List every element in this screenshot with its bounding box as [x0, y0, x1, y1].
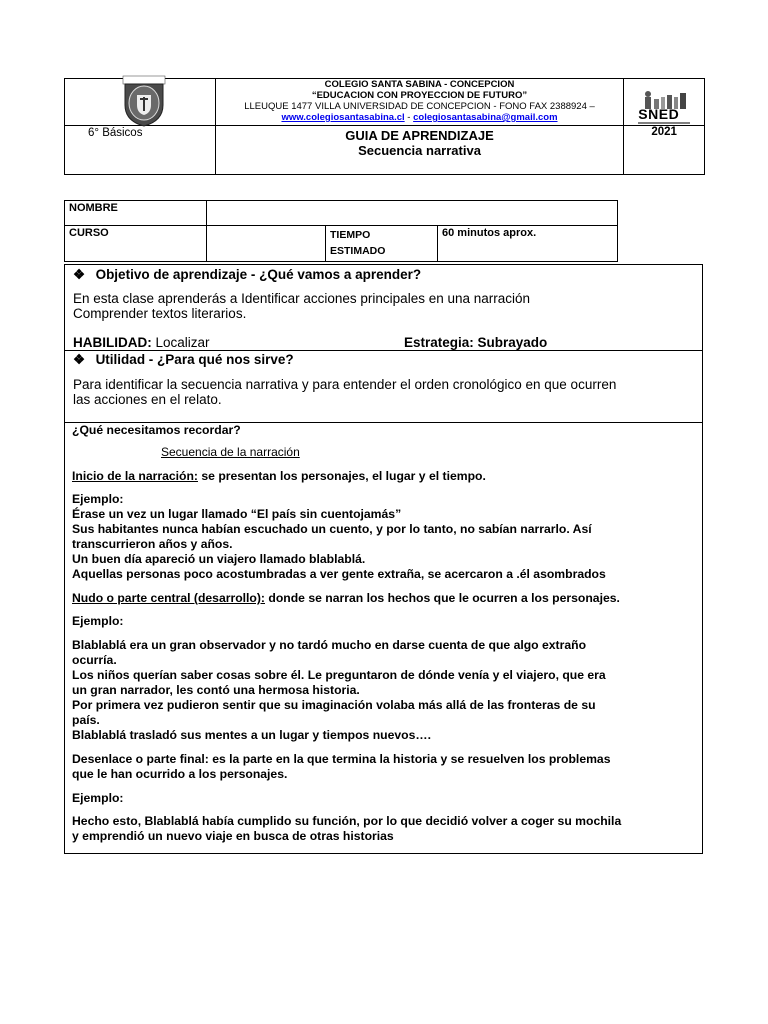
- ejemplo3-line: Hecho esto, Blablablá había cumplido su función, por lo que decidió volver a coger su mochila: [72, 814, 622, 828]
- ejemplo2-line: Por primera vez pudieron sentir que su imaginación volaba más allá de las fronteras de su: [72, 698, 596, 712]
- ejemplo2-line: Los niños querían saber cosas sobre él. Le preguntaron de dónde venía y el viajero, que era: [72, 668, 606, 682]
- utilidad-line-2: las acciones en el relato.: [73, 392, 222, 407]
- school-address: LLEUQUE 1477 VILLA UNIVERSIDAD DE CONCEPCION - FONO FAX 2388924 –: [244, 101, 595, 112]
- sned-logo-text: SNED: [638, 106, 680, 122]
- tiempo-value: 60 minutos aprox.: [438, 226, 618, 262]
- nudo-line: [72, 591, 620, 606]
- contact-line: [216, 112, 624, 123]
- ejemplo1-label: Ejemplo:: [72, 492, 124, 506]
- desenlace-line: Desenlace o parte final: es la parte en la que termina la historia y se resuelven los problemas: [72, 752, 611, 766]
- objetivo-line-2: Comprender textos literarios.: [73, 306, 247, 321]
- school-info-cell: [215, 79, 624, 126]
- ejemplo3-line: y emprendió un nuevo viaje en busca de otras historias: [72, 829, 394, 843]
- email-link[interactable]: colegiosantasabina@gmail.com: [413, 112, 558, 123]
- ejemplo2-line: país.: [72, 713, 100, 727]
- habilidad-label: HABILIDAD:: [73, 335, 152, 350]
- diamond-bullet-icon: ❖: [73, 352, 86, 367]
- utilidad-section: [64, 350, 703, 423]
- guide-subtitle: Secuencia narrativa: [358, 143, 481, 158]
- inicio-label: Inicio de la narración:: [72, 469, 198, 483]
- tiempo-label: [326, 226, 438, 262]
- ejemplo2-label: Ejemplo:: [72, 614, 124, 628]
- ejemplo1-line: Un buen día apareció un viajero llamado blablablá.: [72, 552, 366, 566]
- header-table: [64, 78, 705, 175]
- ejemplo2-line: ocurría.: [72, 653, 117, 667]
- habilidad-value: Localizar: [151, 335, 210, 350]
- ejemplo1-line: Érase un vez un lugar llamado “El país sin cuentojamás”: [72, 507, 402, 521]
- objetivo-title: Objetivo de aprendizaje - ¿Qué vamos a aprender?: [95, 267, 422, 282]
- guide-title: GUIA DE APRENDIZAJE: [345, 128, 494, 143]
- nudo-label: Nudo o parte central (desarrollo):: [72, 591, 265, 605]
- utilidad-line-1: Para identificar la secuencia narrativa y para entender el orden cronológico en que ocurren: [73, 377, 617, 392]
- grade-cell: [65, 126, 216, 175]
- logo-cell: [65, 79, 216, 126]
- utilidad-title: Utilidad - ¿Para qué nos sirve?: [95, 352, 294, 367]
- objetivo-line-1: En esta clase aprenderás a Identificar acciones principales en una narración: [73, 291, 531, 306]
- nombre-input[interactable]: [207, 201, 618, 226]
- utilidad-header: [73, 351, 294, 369]
- tiempo-label-2: ESTIMADO: [330, 245, 386, 257]
- ejemplo1-line: transcurrieron años y años.: [72, 537, 233, 551]
- year-cell: [624, 126, 705, 175]
- recordar-section: [64, 422, 703, 854]
- nombre-label: NOMBRE: [65, 201, 207, 226]
- diamond-bullet-icon: ❖: [73, 267, 86, 282]
- objetivo-section: [64, 264, 703, 351]
- sned-logo: [624, 79, 704, 125]
- student-info-table: [64, 200, 618, 262]
- ejemplo2-line: Blablablá era un gran observador y no tardó mucho en darse cuenta de que algo extraño: [72, 638, 587, 652]
- school-motto: “EDUCACION CON PROYECCION DE FUTURO”: [311, 90, 528, 101]
- desenlace-line: que le han ocurrido a los personajes.: [72, 767, 288, 781]
- ejemplo2-line: Blablablá trasladó sus mentes a un lugar y tiempos nuevos….: [72, 728, 431, 742]
- secuencia-subtitle: Secuencia de la narración: [161, 445, 300, 459]
- recordar-question: ¿Qué necesitamos recordar?: [72, 423, 241, 437]
- website-link[interactable]: www.colegiosantasabina.cl: [281, 112, 405, 123]
- ejemplo1-line: Sus habitantes nunca habían escuchado un cuento, y por lo tanto, no sabían narrarlo. Así: [72, 522, 592, 536]
- nudo-text: donde se narran los hechos que le ocurren a los personajes.: [265, 591, 620, 605]
- ejemplo3-label: Ejemplo:: [72, 791, 124, 805]
- curso-input[interactable]: [207, 226, 326, 262]
- school-crest-logo: [119, 75, 169, 125]
- ejemplo2-line: un gran narrador, les contó una hermosa historia.: [72, 683, 360, 697]
- year-label: 2021: [651, 126, 677, 138]
- grade-label: 6° Básicos: [88, 127, 143, 139]
- school-name: COLEGIO SANTA SABINA - CONCEPCION: [324, 79, 515, 90]
- sned-logo-cell: [624, 79, 705, 126]
- inicio-line: [72, 469, 486, 484]
- objetivo-header: [73, 266, 421, 284]
- contact-separator: -: [404, 112, 414, 123]
- curso-label: CURSO: [65, 226, 207, 262]
- ejemplo1-line: Aquellas personas poco acostumbradas a ver gente extraña, se acercaron a .él asombrados: [72, 567, 606, 581]
- inicio-text: se presentan los personajes, el lugar y el tiempo.: [197, 469, 486, 483]
- guide-title-cell: [215, 126, 624, 175]
- tiempo-label-1: TIEMPO: [330, 229, 371, 241]
- estrategia-label: Estrategia: Subrayado: [404, 335, 548, 350]
- habilidad-line: [73, 335, 210, 350]
